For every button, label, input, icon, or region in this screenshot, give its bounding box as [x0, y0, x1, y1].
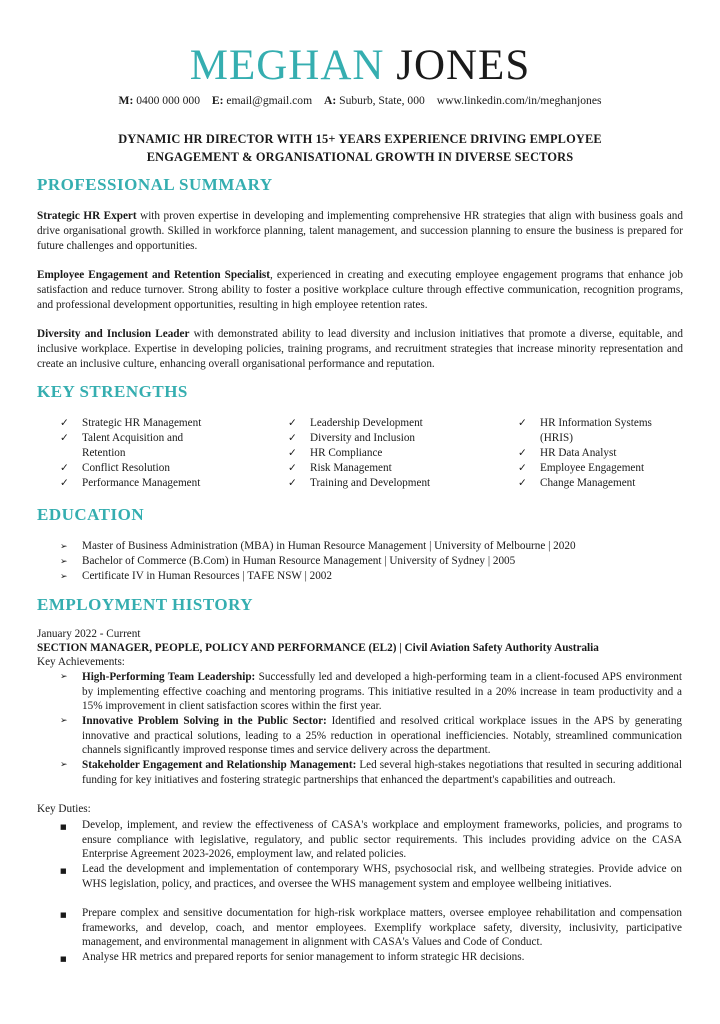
- duties-label: Key Duties:: [37, 803, 91, 815]
- check-icon: ✓: [518, 477, 527, 489]
- summary-text: with proven expertise in developing and implementing comprehensive HR strategies that align with business goals and drive organisational growth. Skilled in workforce planning, talent management, and succession planning to ensure the business is prepared for future challenges and opportunities.: [37, 210, 683, 252]
- mobile-label: M:: [118, 94, 134, 107]
- education-item: ➢ Master of Business Administration (MBA) in Human Resource Management | University of Melbourne | 2020: [60, 539, 700, 555]
- check-icon: ✓: [518, 447, 527, 459]
- check-icon: ✓: [518, 417, 527, 429]
- strength-item: ✓ Talent Acquisition and Retention: [60, 432, 184, 459]
- achievement-item: ➢ High-Performing Team Leadership: Successfully led and developed a high-performing team in a client-focused APS environment by implementing effective coaching and mentoring programs. This initiative resulted in a 20% increase in team productivity and a 15% improvement in client satisfaction scores within the first year.: [60, 671, 683, 713]
- section-title-education: EDUCATION: [37, 505, 145, 524]
- arrow-bullet-icon: ➢: [60, 557, 68, 567]
- address-label: A:: [324, 94, 337, 107]
- arrow-bullet-icon: ➢: [60, 572, 68, 582]
- strengths-column-3: [518, 416, 680, 491]
- headline: [40, 130, 680, 166]
- check-icon: ✓: [288, 417, 297, 429]
- square-bullet-icon: ■: [60, 867, 67, 875]
- square-bullet-icon: ■: [60, 955, 67, 963]
- strengths-column-1: [60, 416, 222, 491]
- strength-item: ✓ Change Management: [518, 477, 636, 489]
- section-title-strengths: KEY STRENGTHS: [37, 382, 188, 401]
- strength-item: ✓ Leadership Development: [288, 417, 423, 429]
- headline-line-1: DYNAMIC HR DIRECTOR WITH 15+ YEARS EXPERIENCE DRIVING EMPLOYEE: [118, 132, 602, 146]
- job-role: SECTION MANAGER, PEOPLE, POLICY AND PERFORMANCE (EL2): [37, 642, 397, 654]
- contact-line: [0, 94, 720, 107]
- summary-lead: Strategic HR Expert: [37, 210, 137, 222]
- summary-lead: Employee Engagement and Retention Specialist: [37, 269, 271, 281]
- linkedin-link[interactable]: www.linkedin.com/in/meghanjones: [436, 94, 602, 107]
- strength-item: ✓ HR Information Systems (HRIS): [518, 417, 652, 444]
- job-organisation: Civil Aviation Safety Authority Australia: [404, 642, 599, 654]
- first-name: MEGHAN: [189, 42, 385, 89]
- strength-item: ✓ HR Data Analyst: [518, 447, 617, 459]
- check-icon: ✓: [518, 462, 527, 474]
- summary-paragraph: [37, 268, 683, 313]
- address: Suburb, State, 000: [339, 94, 425, 107]
- education-item: ➢ Certificate IV in Human Resources | TAFE NSW | 2002: [60, 569, 700, 585]
- check-icon: ✓: [288, 447, 297, 459]
- arrow-bullet-icon: ➢: [60, 542, 68, 552]
- check-icon: ✓: [60, 417, 69, 429]
- section-title-summary: PROFESSIONAL SUMMARY: [37, 175, 273, 194]
- check-icon: ✓: [288, 462, 297, 474]
- arrow-bullet-icon: ➢: [60, 760, 68, 770]
- strength-item: ✓ Performance Management: [60, 477, 201, 489]
- section-title-employment: EMPLOYMENT HISTORY: [37, 595, 254, 614]
- achievement-item: ➢ Stakeholder Engagement and Relationship Management: Led several high-stakes negotiations that resulted in securing additional funding for key initiatives and fostering strategic partnerships that enhanced the department's capabilities and outreach.: [60, 759, 682, 786]
- check-icon: ✓: [60, 432, 69, 444]
- summary-text: , experienced in creating and executing employee engagement programs that enhance job satisfaction and reduce turnover. Strong ability to foster a positive workplace culture through effective communication, recognition programs, and professional development opportunities, resulting in high employee retention rates.: [37, 269, 683, 311]
- arrow-bullet-icon: ➢: [60, 672, 68, 682]
- strength-item: ✓ Risk Management: [288, 462, 392, 474]
- strength-item: ✓ Employee Engagement: [518, 462, 645, 474]
- summary-paragraph: [37, 209, 683, 254]
- last-name: JONES: [396, 42, 531, 89]
- summary-text: with demonstrated ability to lead diversity and inclusion initiatives that promote a diverse, equitable, and inclusive workplace. Expertise in developing policies, training programs, and recruitment strategies that increase minority representation and create an inclusive culture, enhancing overall organisational performance and reputation.: [37, 328, 683, 370]
- arrow-bullet-icon: ➢: [60, 716, 68, 726]
- check-icon: ✓: [60, 477, 69, 489]
- check-icon: ✓: [288, 432, 297, 444]
- duty-item: ■ Analyse HR metrics and prepared reports for senior management to inform strategic HR decisions.: [60, 950, 682, 967]
- email-label: E:: [211, 94, 224, 107]
- strength-item: ✓ Diversity and Inclusion: [288, 432, 416, 444]
- summary-lead: Diversity and Inclusion Leader: [37, 328, 190, 340]
- achievements-label: Key Achievements:: [37, 656, 125, 668]
- duty-item: ■ Lead the development and implementation of contemporary WHS, psychosocial risk, and wellbeing strategies. Provide advice on WHS legislation, policy, and practices, and oversee the WHS management system and employee wellbeing initiatives.: [60, 863, 682, 890]
- strengths-column-2: [288, 416, 470, 491]
- summary-paragraph: [37, 327, 683, 372]
- square-bullet-icon: ■: [60, 823, 67, 831]
- email-address[interactable]: email@gmail.com: [226, 94, 313, 107]
- strength-item: ✓ Strategic HR Management: [60, 417, 202, 429]
- strength-item: ✓ Training and Development: [288, 477, 431, 489]
- duty-item: ■ Develop, implement, and review the effectiveness of CASA's workplace and employment frameworks, policies, and programs to ensure compliance with legislative, regulatory, and public sector requirements. This includes providing advice on the CASA Enterprise Agreement 2023-2026, employment law, and related policies.: [60, 819, 682, 861]
- job-title-line: SECTION MANAGER, PEOPLE, POLICY AND PERFORMANCE (EL2) | Civil Aviation Safety Authority Australia: [37, 642, 599, 654]
- check-icon: ✓: [60, 462, 69, 474]
- square-bullet-icon: ■: [60, 911, 67, 919]
- strength-item: ✓ HR Compliance: [288, 447, 383, 459]
- headline-line-2: ENGAGEMENT & ORGANISATIONAL GROWTH IN DIVERSE SECTORS: [146, 150, 574, 164]
- candidate-name: [0, 40, 720, 92]
- achievement-item: ➢ Innovative Problem Solving in the Public Sector: Identified and resolved critical workplace issues in the APS by generating innovative and practical solutions, leading to a 25% reduction in operational inefficiencies. Notably, streamlined communication channels significantly improved response times and service delivery across the department.: [60, 715, 683, 757]
- job-dates: January 2022 - Current: [37, 628, 141, 640]
- duty-item: ■ Prepare complex and sensitive documentation for high-risk workplace matters, oversee employee rehabilitation and compensation frameworks, and develop, coach, and mentor employees. Exemplify workplace safety, diversity, inclusivity, participative management, and environmental management in alignment with CASA's Values and Code of Conduct.: [60, 907, 682, 949]
- mobile-number: 0400 000 000: [136, 94, 200, 107]
- check-icon: ✓: [288, 477, 297, 489]
- education-item: ➢ Bachelor of Commerce (B.Com) in Human Resource Management | University of Sydney | 2005: [60, 554, 700, 570]
- strength-item: ✓ Conflict Resolution: [60, 462, 170, 474]
